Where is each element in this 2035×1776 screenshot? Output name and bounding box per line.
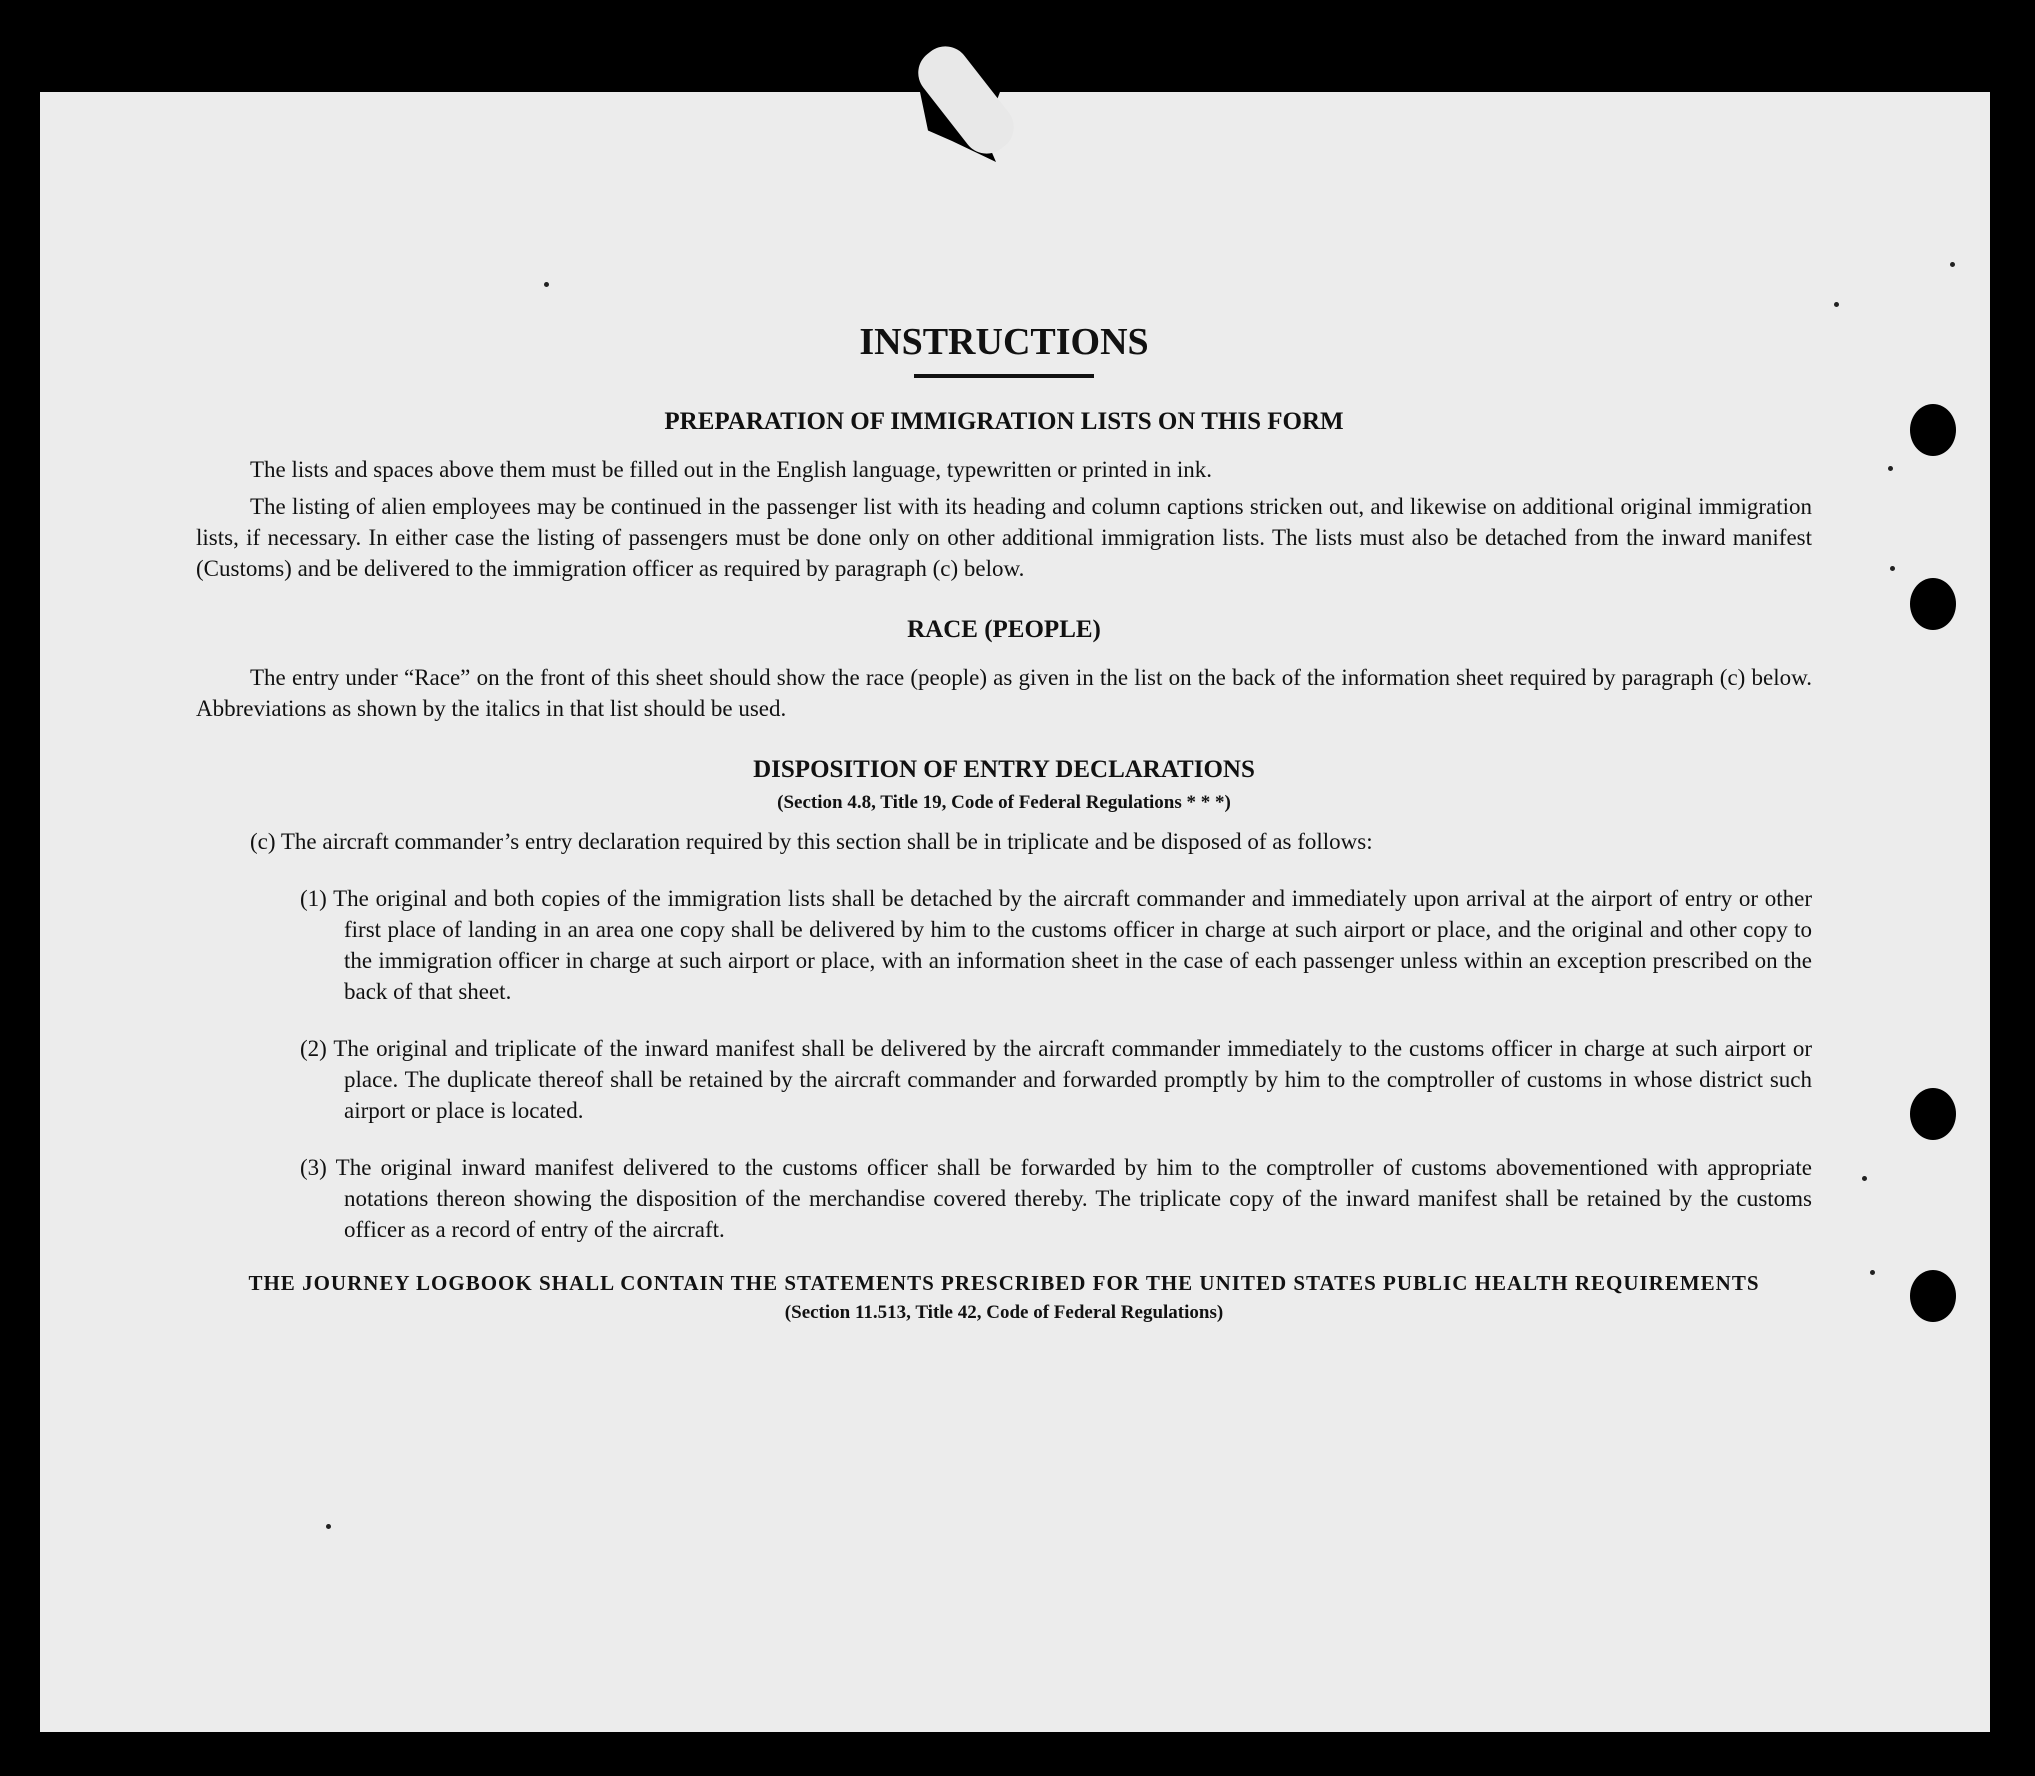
section-heading-preparation: PREPARATION OF IMMIGRATION LISTS ON THIS FORM xyxy=(664,408,1344,435)
preparation-paragraph-1: The lists and spaces above them must be filled out in the English language, typewritten or printed in ink. xyxy=(250,457,1212,482)
speck xyxy=(1862,1176,1867,1181)
race-paragraph: The entry under “Race” on the front of this sheet should show the race (people) as given in the list on the back of the information sheet required by paragraph (c) below. Abbreviations as shown by the italics in that list should be used. xyxy=(196,665,1812,721)
page-title: INSTRUCTIONS xyxy=(859,321,1149,363)
punch-hole xyxy=(1910,1270,1956,1322)
title-underline xyxy=(914,374,1094,378)
disposition-item-2: (2) The original and triplicate of the inward manifest shall be delivered by the aircraft commander immediately to the customs officer in charge at such airport or place. The duplicate thereof shall be retained by the aircraft commander and forwarded promptly by him to the comptroller of customs in whose district such airport or place is located. xyxy=(300,1036,1812,1123)
instructions-content xyxy=(196,320,1812,1324)
speck xyxy=(1888,466,1893,471)
speck xyxy=(1870,1270,1875,1275)
speck xyxy=(544,282,549,287)
disposition-item-3: (3) The original inward manifest delivered to the customs officer shall be forwarded by him to the comptroller of customs abovementioned with appropriate notations thereon showing the disposition of the merchandise covered thereby. The triplicate copy of the inward manifest shall be retained by the customs officer as a record of entry of the aircraft. xyxy=(300,1155,1812,1242)
speck xyxy=(1950,262,1955,267)
speck xyxy=(326,1524,331,1529)
speck xyxy=(1834,302,1839,307)
speck xyxy=(1890,566,1895,571)
footer-reference: (Section 11.513, Title 42, Code of Federal Regulations) xyxy=(784,1302,1224,1323)
preparation-paragraph-2: The listing of alien employees may be continued in the passenger list with its heading and column captions stricken out, and likewise on additional original immigration lists, if necessary. In either case the listing of passengers must be done only on other additional immigration lists. The lists must also be detached from the inward manifest (Customs) and be delivered to the immigration officer as required by paragraph (c) below. xyxy=(196,494,1812,581)
disposition-intro: (c) The aircraft commander’s entry declaration required by this section shall be in triplicate and be disposed of as follows: xyxy=(250,829,1373,854)
punch-hole xyxy=(1910,404,1956,456)
section-heading-race: RACE (PEOPLE) xyxy=(907,616,1101,643)
footer-heading: THE JOURNEY LOGBOOK SHALL CONTAIN THE STATEMENTS PRESCRIBED FOR THE UNITED STATES PUBLIC HEALTH REQUIREMENTS xyxy=(248,1271,1760,1295)
punch-hole xyxy=(1910,578,1956,630)
punch-hole xyxy=(1910,1088,1956,1140)
disposition-reference: (Section 4.8, Title 19, Code of Federal Regulations * * *) xyxy=(777,792,1231,813)
disposition-item-1: (1) The original and both copies of the immigration lists shall be detached by the aircraft commander and immediately upon arrival at the airport of entry or other first place of landing in an area one copy shall be delivered by him to the customs officer in charge at such airport or place, and the original and other copy to the immigration officer in charge at such airport or place, with an information sheet in the case of each passenger unless within an exception prescribed on the back of that sheet. xyxy=(300,886,1812,1004)
section-heading-disposition: DISPOSITION OF ENTRY DECLARATIONS xyxy=(753,756,1255,783)
